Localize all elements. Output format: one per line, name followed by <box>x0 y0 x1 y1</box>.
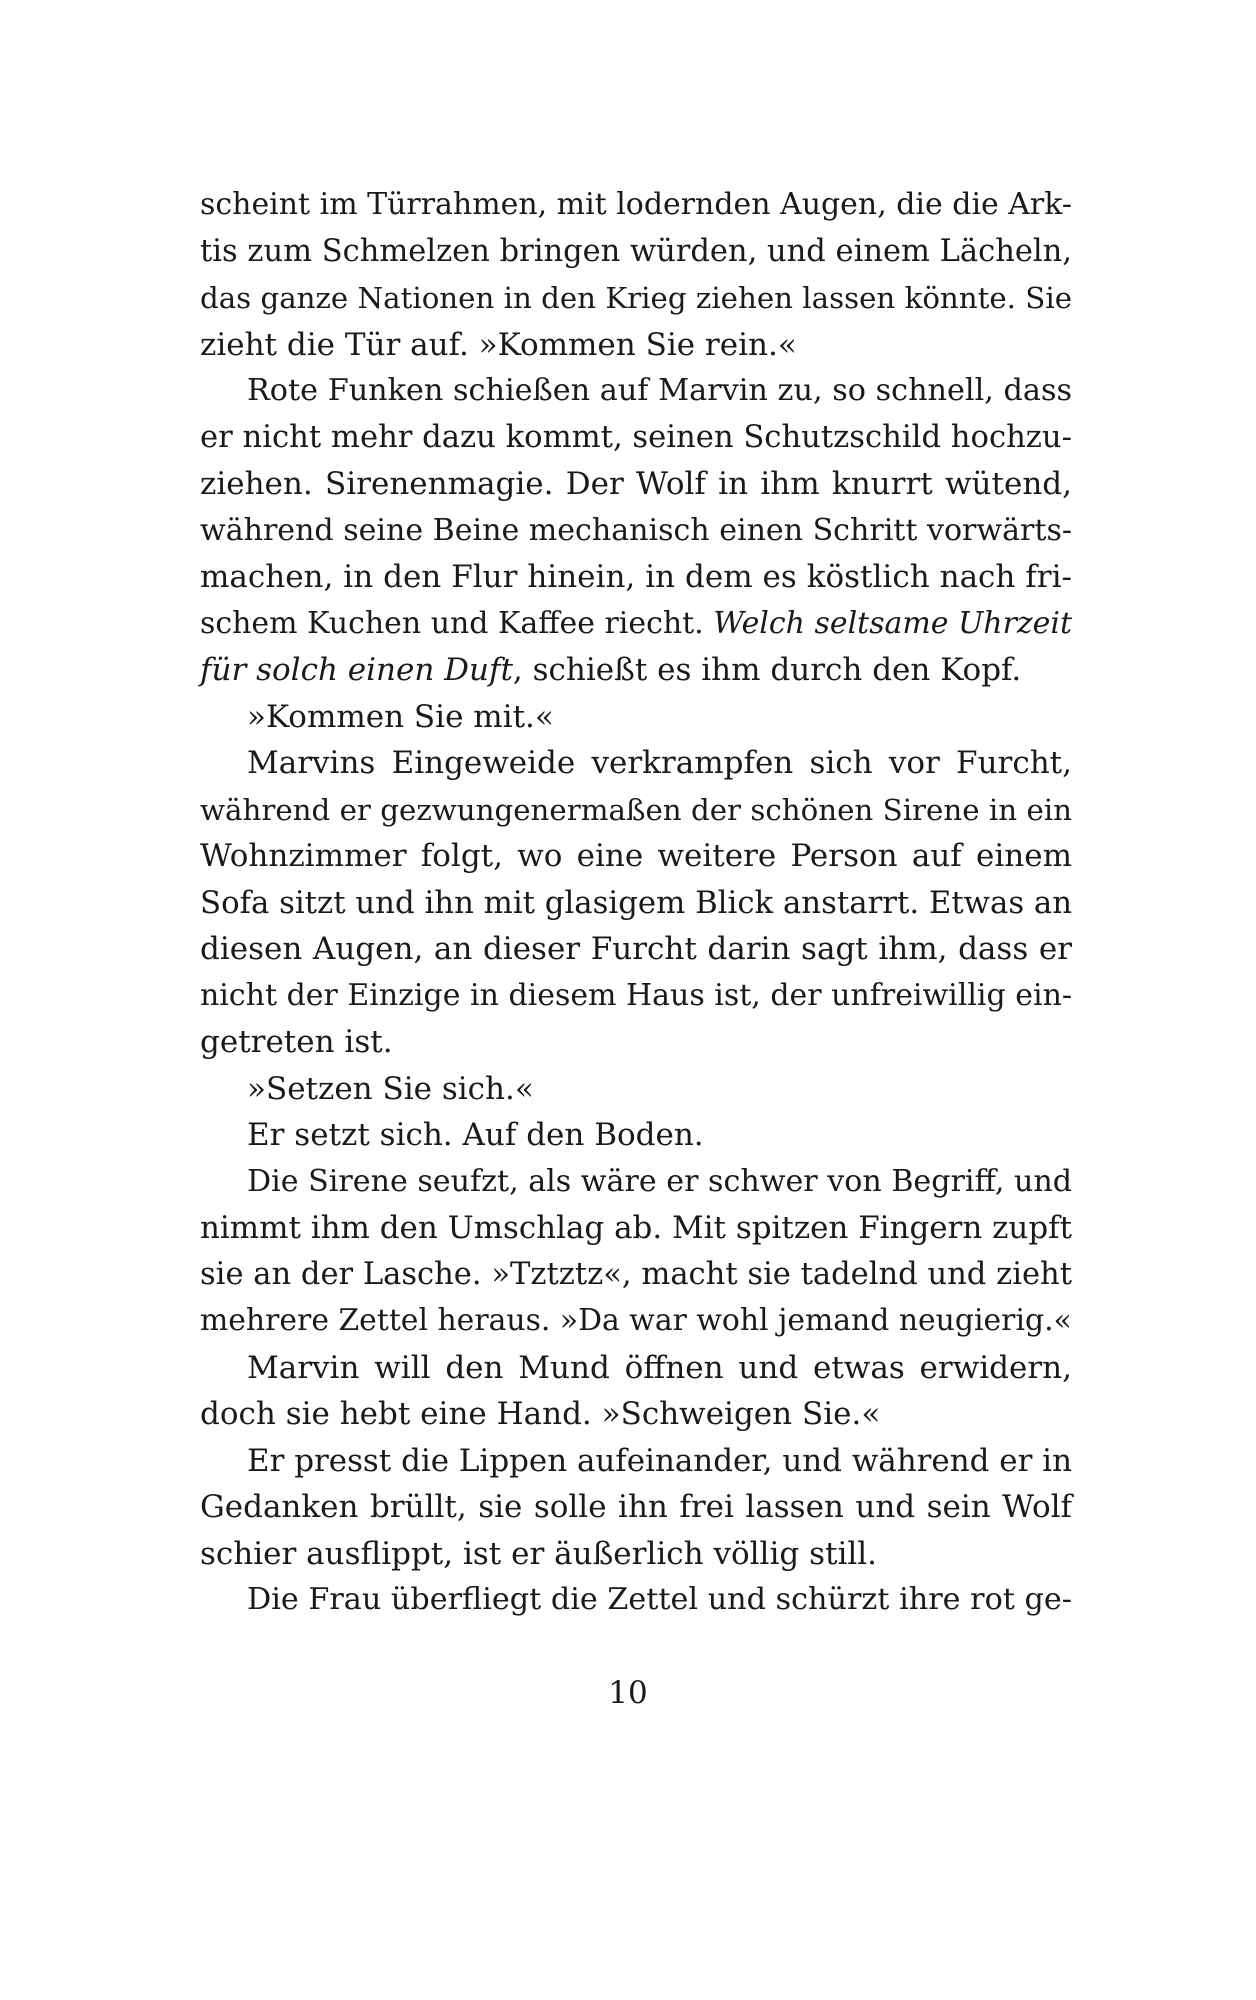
text-run: schem Kuchen und Kaffee riecht. <box>200 605 714 641</box>
body-text <box>200 182 1072 1624</box>
text-line: »Setzen Sie sich.« <box>247 1070 534 1107</box>
italic-thought: für solch einen Duft <box>200 652 513 688</box>
text-line <box>200 647 1072 694</box>
text-line: sie an der Lasche. »Tztztz«, macht sie tadelnd und zieht <box>200 1256 1072 1292</box>
text-line: diesen Augen, an dieser Furcht darin sagt ihm, dass er <box>200 931 1072 967</box>
text-line: »Kommen Sie mit.« <box>247 698 554 735</box>
text-line: doch sie hebt eine Hand. »Schweigen Sie.« <box>200 1396 881 1432</box>
text-line: Die Frau überfliegt die Zettel und schürzt ihre rot ge- <box>247 1582 1072 1617</box>
text-line: ziehen. Sirenenmagie. Der Wolf in ihm knurrt wütend, <box>200 466 1072 502</box>
text-line: scheint im Türrahmen, mit lodernden Augen, die die Ark- <box>200 187 1072 222</box>
text-line: Gedanken brüllt, sie solle ihn frei lassen und sein Wolf <box>200 1489 1072 1525</box>
text-line: Er presst die Lippen aufeinander, und während er in <box>247 1442 1072 1479</box>
text-line: tis zum Schmelzen bringen würden, und einem Lächeln, <box>200 233 1072 269</box>
page-number: 10 <box>608 1675 648 1711</box>
text-line: er nicht mehr dazu kommt, seinen Schutzschild hochzu- <box>200 419 1072 455</box>
text-line: Er setzt sich. Auf den Boden. <box>247 1117 704 1153</box>
text-line: machen, in den Flur hinein, in dem es köstlich nach fri- <box>200 559 1072 595</box>
text-line: Die Sirene seufzt, als wäre er schwer von Begriff, und <box>247 1163 1072 1199</box>
text-line: Sofa sitzt und ihn mit glasigem Blick anstarrt. Etwas an <box>200 884 1073 921</box>
text-line: Wohnzimmer folgt, wo eine weitere Person auf einem <box>200 838 1072 874</box>
text-line: während er gezwungenermaßen der schönen Sirene in ein <box>200 792 1072 827</box>
text-line: Marvin will den Mund öffnen und etwas erwidern, <box>247 1349 1072 1386</box>
text-line <box>200 601 1072 648</box>
text-line: nicht der Einzige in diesem Haus ist, der unfreiwillig ein- <box>200 977 1072 1013</box>
text-line: schier ausflippt, ist er äußerlich völlig still. <box>200 1535 878 1572</box>
text-line: nimmt ihm den Umschlag ab. Mit spitzen Fingern zupft <box>200 1210 1072 1246</box>
text-line: während seine Beine mechanisch einen Schritt vorwärts- <box>200 512 1072 548</box>
text-line: zieht die Tür auf. »Kommen Sie rein.« <box>200 326 797 363</box>
italic-thought: Welch seltsame Uhrzeit <box>713 605 1072 641</box>
text-line: Marvins Eingeweide verkrampfen sich vor Furcht, <box>247 745 1072 781</box>
text-line: Rote Funken schießen auf Marvin zu, so schnell, dass <box>247 373 1072 408</box>
text-line: mehrere Zettel heraus. »Da war wohl jemand neugierig.« <box>200 1303 1072 1338</box>
text-line: das ganze Nationen in den Krieg ziehen lassen könnte. Sie <box>200 281 1072 315</box>
text-line: getreten ist. <box>200 1024 393 1060</box>
text-run: , schießt es ihm durch den Kopf. <box>512 652 1022 688</box>
